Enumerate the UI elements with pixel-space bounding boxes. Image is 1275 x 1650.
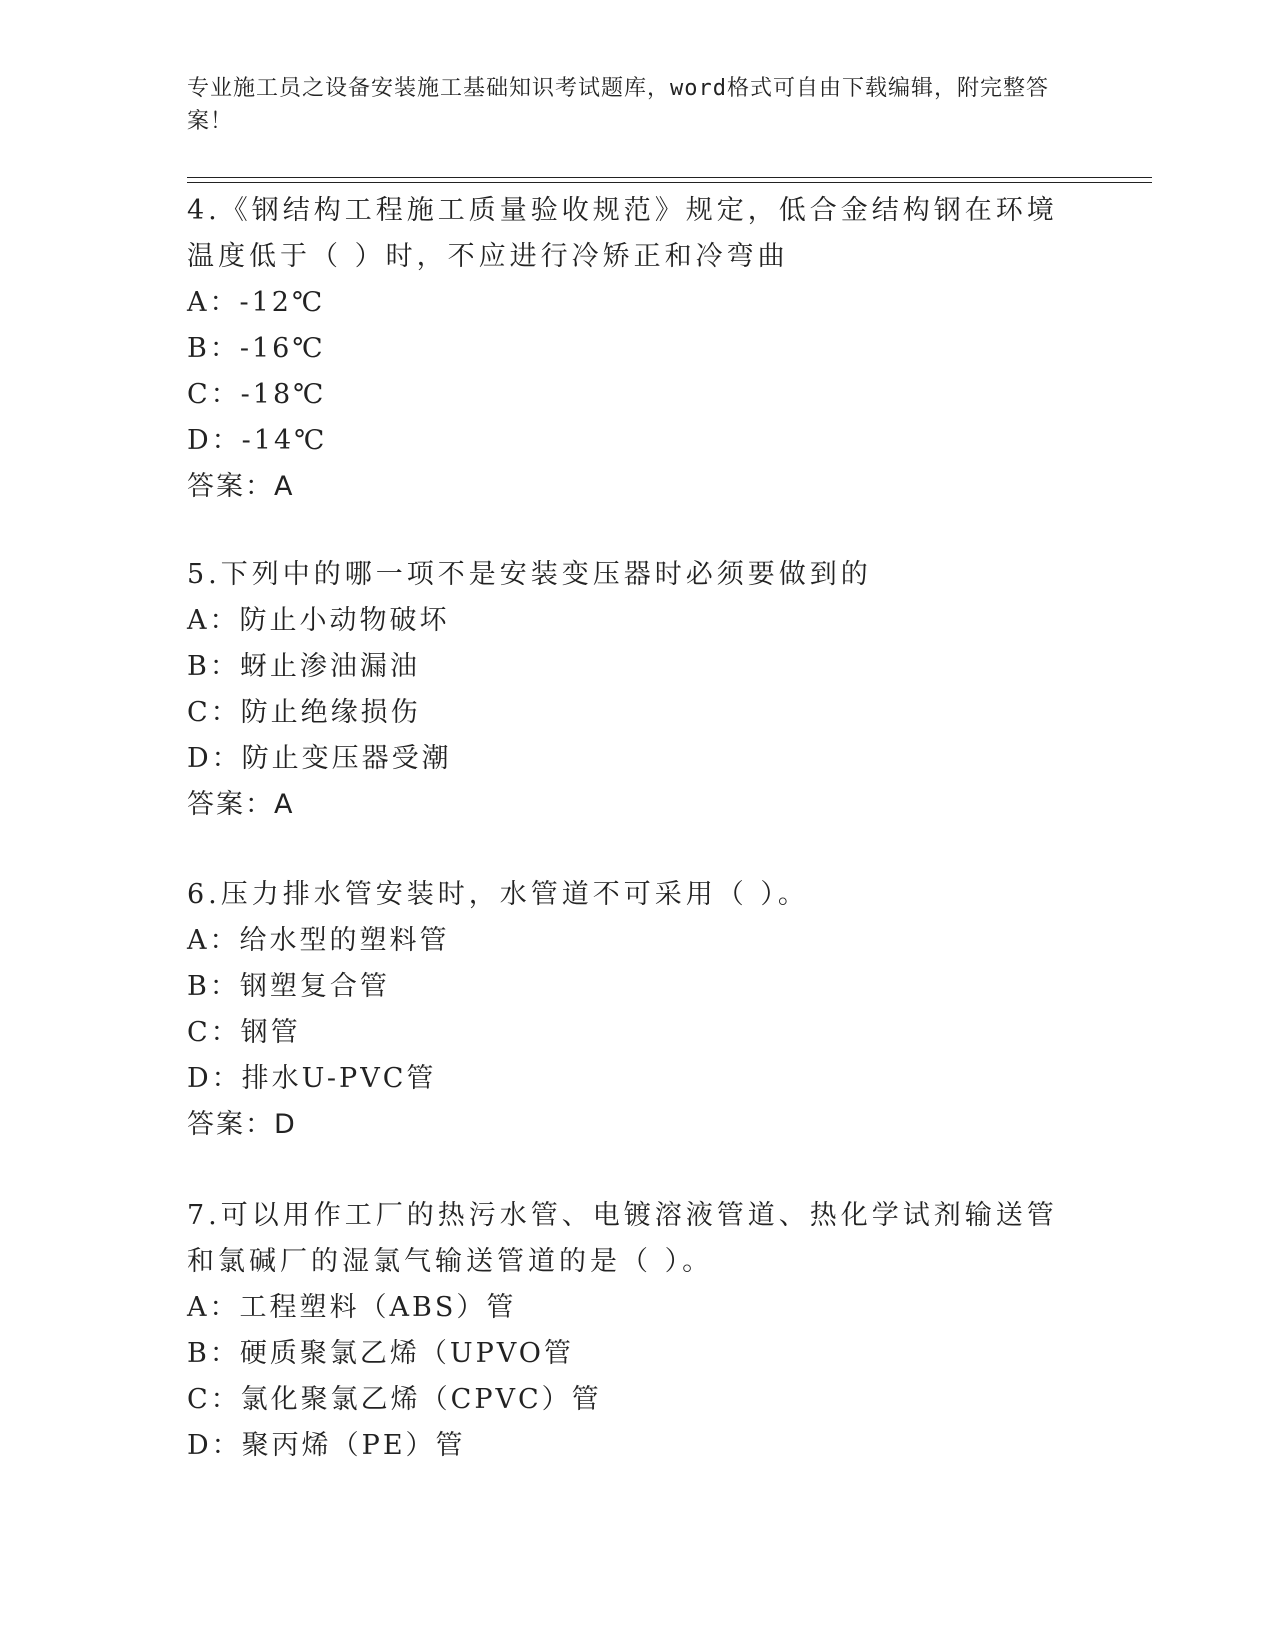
option-d: D：防止变压器受潮 — [187, 743, 452, 774]
option-c: C：氯化聚氯乙烯（CPVC）管 — [187, 1384, 602, 1415]
option-a: A：防止小动物破坏 — [187, 605, 450, 636]
question-stem: 4.《钢结构工程施工质量验收规范》规定，低合金结构钢在环境温度低于（ ）时，不应进行冷矫正和冷弯曲 — [187, 195, 1058, 272]
answer: 答案：A — [187, 789, 295, 820]
option-a: A：-12℃ — [187, 287, 326, 318]
option-c: C：-18℃ — [187, 379, 327, 410]
option-c: C：防止绝缘损伤 — [187, 697, 421, 728]
option-a: A：给水型的塑料管 — [187, 925, 450, 956]
question-stem: 5.下列中的哪一项不是安装变压器时必须要做到的 — [187, 559, 872, 590]
header-rule-top — [187, 177, 1152, 178]
option-b: B：钢塑复合管 — [187, 971, 390, 1002]
option-d: D：排水U-PVC管 — [187, 1063, 437, 1094]
option-c: C：钢管 — [187, 1017, 301, 1048]
option-a: A：工程塑料（ABS）管 — [187, 1292, 517, 1323]
option-d: D：聚丙烯（PE）管 — [187, 1430, 466, 1461]
answer: 答案：D — [187, 1109, 297, 1140]
question-5 — [187, 552, 1087, 828]
question-4 — [187, 188, 1087, 510]
option-b: B：蚜止渗油漏油 — [187, 651, 420, 682]
document-header: 专业施工员之设备安装施工基础知识考试题库，word格式可自由下载编辑，附完整答案！ — [187, 76, 1049, 134]
option-b: B：-16℃ — [187, 333, 326, 364]
question-stem: 6.压力排水管安装时，水管道不可采用（ ）。 — [187, 879, 809, 910]
question-7 — [187, 1193, 1087, 1469]
option-b: B：硬质聚氯乙烯（UPVO管 — [187, 1338, 574, 1369]
option-d: D：-14℃ — [187, 425, 328, 456]
question-6 — [187, 872, 1087, 1148]
header-rule-bottom — [187, 182, 1152, 183]
answer: 答案：A — [187, 471, 295, 502]
question-stem: 7.可以用作工厂的热污水管、电镀溶液管道、热化学试剂输送管和氯碱厂的湿氯气输送管道的是（ ）。 — [187, 1200, 1058, 1277]
